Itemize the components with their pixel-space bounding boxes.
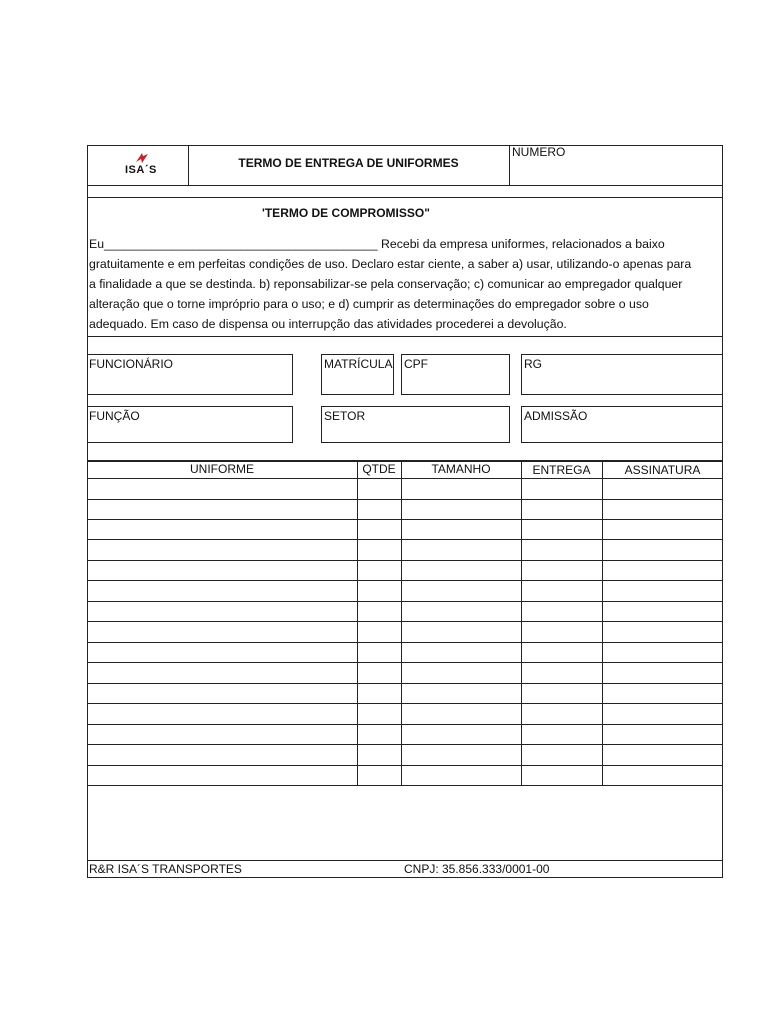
compromisso-line: alteração que o torne impróprio para o uso; e d) cumprir as determinações do empregador sobre o uso	[89, 297, 649, 311]
setor-field[interactable]	[321, 406, 510, 443]
company-logo	[120, 152, 160, 180]
table-row-line	[87, 724, 723, 725]
table-row-line	[87, 601, 723, 602]
table-row-line	[87, 662, 723, 663]
funcionario-field[interactable]	[87, 354, 293, 395]
table-row-line	[87, 519, 723, 520]
admissao-label: ADMISSÃO	[524, 409, 588, 423]
cpf-field[interactable]	[401, 354, 510, 395]
funcao-label: FUNÇÃO	[89, 409, 140, 423]
admissao-field[interactable]	[521, 406, 723, 443]
numero-label: NUMERO	[512, 145, 566, 159]
logo-text: ISA´S	[125, 164, 157, 176]
col-divider	[357, 460, 358, 785]
form-title: TERMO DE ENTREGA DE UNIFORMES	[238, 156, 459, 170]
table-row-line	[87, 642, 723, 643]
funcao-field[interactable]	[87, 406, 293, 443]
header-entrega: ENTREGA	[532, 463, 591, 477]
matricula-label: MATRÍCULA	[324, 357, 393, 371]
table-header-bottom-line	[87, 478, 723, 479]
table-row-line	[87, 560, 723, 561]
rg-label: RG	[524, 357, 542, 371]
compromisso-line: adequado. Em caso de dispensa ou interrupção das atividades procederei a devolução.	[89, 317, 567, 331]
table-row-line	[87, 703, 723, 704]
table-row-line	[87, 621, 723, 622]
compromisso-line: Eu________________________________________ Recebi da empresa uniformes, relacionados a baixo	[89, 237, 665, 251]
header-tamanho: TAMANHO	[431, 462, 491, 476]
header-divider-numero	[509, 145, 510, 185]
footer-top-line	[87, 860, 723, 861]
setor-label: SETOR	[324, 409, 366, 423]
rg-field[interactable]	[521, 354, 723, 395]
col-divider	[521, 460, 522, 785]
table-row-line	[87, 683, 723, 684]
cpf-label: CPF	[404, 357, 428, 371]
table-row-line	[87, 744, 723, 745]
col-divider	[401, 460, 402, 785]
uniform-table	[87, 460, 723, 785]
table-row-line	[87, 499, 723, 500]
header-uniforme: UNIFORME	[190, 462, 254, 476]
table-row-line	[87, 539, 723, 540]
funcionario-label: FUNCIONÁRIO	[89, 357, 173, 371]
compromisso-title: 'TERMO DE COMPROMISSO"	[262, 206, 430, 220]
table-row-line	[87, 765, 723, 766]
compromisso-text	[89, 234, 721, 334]
matricula-field[interactable]	[321, 354, 394, 395]
footer-cnpj: CNPJ: 35.856.333/0001-00	[404, 862, 550, 876]
table-row-line	[87, 785, 723, 786]
compromisso-bottom-line	[87, 336, 723, 337]
header-bottom-line	[87, 185, 723, 186]
col-divider	[602, 460, 603, 785]
spacer-line	[87, 197, 723, 198]
compromisso-line: a finalidade a que se destinda. b) reponsabilizar-se pela conservação; c) comunicar ao empregador qualquer	[89, 277, 683, 291]
header-assinatura: ASSINATURA	[624, 463, 701, 477]
footer-company: R&R ISA´S TRANSPORTES	[89, 862, 242, 876]
table-row-line	[87, 580, 723, 581]
header-qtde: QTDE	[362, 462, 396, 476]
compromisso-line: gratuitamente e em perfeitas condições de uso. Declaro estar ciente, a saber a) usar, utilizando-o apenas para	[89, 257, 692, 271]
logo-swoosh-icon	[134, 152, 150, 164]
